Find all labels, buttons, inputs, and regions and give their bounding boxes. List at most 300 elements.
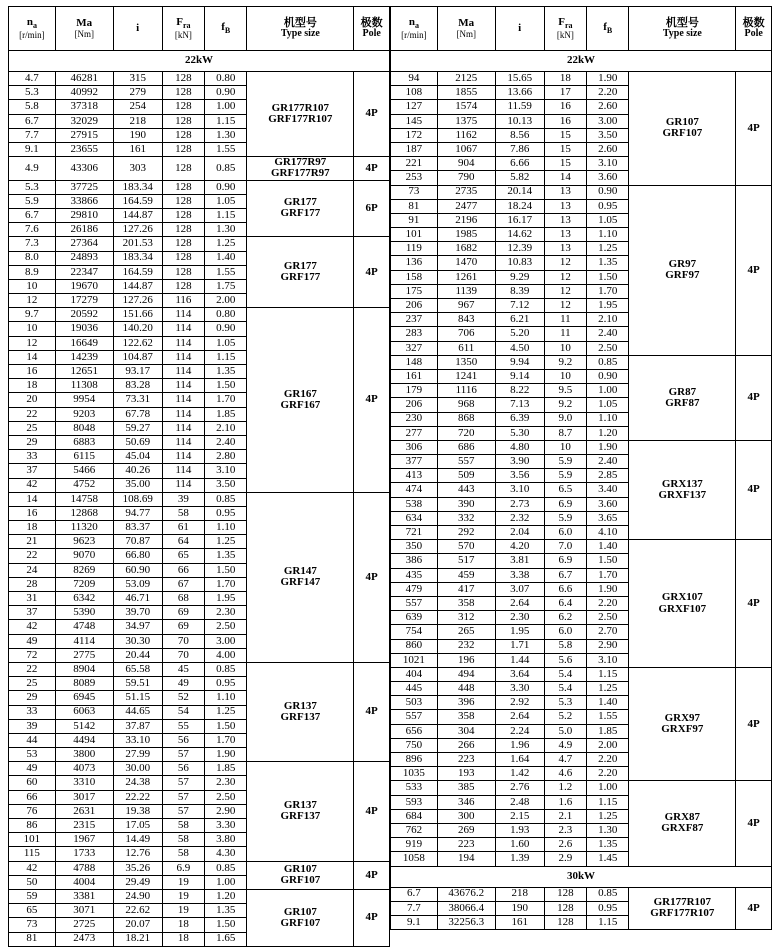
cell-fb: 3.00: [205, 634, 247, 648]
cell-ma: 2315: [55, 819, 113, 833]
cell-fb: 3.10: [587, 653, 629, 667]
cell-i: 2.92: [495, 696, 544, 710]
cell-fb: 1.10: [205, 521, 247, 535]
cell-fra: 128: [162, 128, 204, 142]
cell-i: 127.26: [113, 223, 162, 237]
cell-type-size: GR177R107 GRF177R107: [247, 72, 354, 157]
cell-ma: 1470: [437, 256, 495, 270]
cell-fra: 11: [544, 313, 586, 327]
cell-fra: 6.9: [544, 497, 586, 511]
cell-fb: 1.15: [587, 915, 629, 929]
cell-fb: 3.60: [587, 171, 629, 185]
cell-fra: 64: [162, 535, 204, 549]
cell-fra: 9.2: [544, 355, 586, 369]
cell-ma: 358: [437, 596, 495, 610]
cell-na: 896: [391, 753, 438, 767]
cell-i: 53.09: [113, 577, 162, 591]
cell-ma: 12651: [55, 365, 113, 379]
cell-i: 65.58: [113, 662, 162, 676]
cell-fb: 1.45: [587, 852, 629, 866]
cell-i: 144.87: [113, 208, 162, 222]
cell-fra: 6.4: [544, 596, 586, 610]
cell-na: 557: [391, 710, 438, 724]
cell-pole: 4P: [354, 72, 390, 157]
cell-fra: 6.7: [544, 568, 586, 582]
cell-ma: 1375: [437, 114, 495, 128]
cell-i: 29.49: [113, 875, 162, 889]
cell-i: 254: [113, 100, 162, 114]
cell-i: 9.14: [495, 369, 544, 383]
cell-fra: 66: [162, 563, 204, 577]
cell-na: 175: [391, 284, 438, 298]
cell-na: 187: [391, 142, 438, 156]
cell-type-size: GR177R97 GRF177R97: [247, 157, 354, 180]
cell-fb: 3.50: [205, 478, 247, 492]
cell-ma: 1067: [437, 142, 495, 156]
cell-i: 164.59: [113, 194, 162, 208]
cell-ma: 3071: [55, 904, 113, 918]
cell-type-size: GRX137 GRXF137: [629, 440, 736, 539]
cell-i: 2.76: [495, 781, 544, 795]
cell-pole: 6P: [354, 180, 390, 237]
cell-fra: 128: [544, 901, 586, 915]
cell-fb: 1.50: [587, 554, 629, 568]
cell-na: 25: [9, 421, 56, 435]
cell-fra: 9.0: [544, 412, 586, 426]
cell-ma: 300: [437, 809, 495, 823]
cell-fra: 128: [162, 223, 204, 237]
cell-na: 22: [9, 549, 56, 563]
cell-fra: 56: [162, 762, 204, 776]
cell-pole: 4P: [736, 440, 772, 539]
cell-fra: 2.3: [544, 823, 586, 837]
cell-fb: 4.10: [587, 526, 629, 540]
cell-ma: 448: [437, 682, 495, 696]
cell-fb: 2.70: [587, 625, 629, 639]
cell-ma: 194: [437, 852, 495, 866]
cell-fra: 12: [544, 270, 586, 284]
cell-i: 161: [113, 142, 162, 156]
cell-fra: 13: [544, 228, 586, 242]
cell-fra: 9.2: [544, 398, 586, 412]
cell-ma: 396: [437, 696, 495, 710]
cell-fb: 0.90: [205, 180, 247, 194]
cell-ma: 37318: [55, 100, 113, 114]
cell-i: 24.90: [113, 889, 162, 903]
cell-ma: 1261: [437, 270, 495, 284]
cell-fra: 128: [162, 100, 204, 114]
cell-na: 33: [9, 450, 56, 464]
cell-fra: 2.6: [544, 838, 586, 852]
cell-fra: 1.2: [544, 781, 586, 795]
cell-ma: 7209: [55, 577, 113, 591]
table-row: [9, 308, 390, 322]
cell-fra: 12: [544, 284, 586, 298]
cell-fra: 39: [162, 492, 204, 506]
header-ma: Ma [Nm]: [55, 7, 113, 51]
cell-i: 34.97: [113, 620, 162, 634]
cell-fb: 2.00: [205, 294, 247, 308]
cell-ma: 2196: [437, 213, 495, 227]
cell-na: 33: [9, 705, 56, 719]
cell-fb: 0.90: [205, 86, 247, 100]
cell-fra: 2.9: [544, 852, 586, 866]
cell-i: 24.38: [113, 776, 162, 790]
cell-ma: 8048: [55, 421, 113, 435]
cell-fra: 12: [544, 299, 586, 313]
cell-pole: 4P: [354, 889, 390, 946]
cell-ma: 223: [437, 753, 495, 767]
cell-fra: 128: [544, 887, 586, 901]
cell-i: 33.10: [113, 733, 162, 747]
cell-na: 435: [391, 568, 438, 582]
cell-fb: 1.35: [587, 256, 629, 270]
cell-pole: 4P: [736, 781, 772, 866]
cell-fra: 49: [162, 677, 204, 691]
cell-na: 634: [391, 511, 438, 525]
cell-fra: 1.6: [544, 795, 586, 809]
cell-ma: 3800: [55, 748, 113, 762]
cell-i: 11.59: [495, 100, 544, 114]
cell-pole: 4P: [736, 667, 772, 781]
cell-fb: 0.95: [205, 506, 247, 520]
cell-i: 73.31: [113, 393, 162, 407]
cell-fb: 1.25: [587, 809, 629, 823]
cell-na: 37: [9, 464, 56, 478]
cell-fb: 1.70: [205, 393, 247, 407]
cell-i: 3.30: [495, 682, 544, 696]
table-row: [9, 861, 390, 875]
cell-na: 4.9: [9, 157, 56, 180]
cell-fb: 0.90: [205, 322, 247, 336]
cell-ma: 8904: [55, 662, 113, 676]
cell-i: 20.44: [113, 648, 162, 662]
cell-fra: 6.2: [544, 611, 586, 625]
cell-fra: 128: [162, 114, 204, 128]
cell-fra: 5.9: [544, 511, 586, 525]
cell-i: 18.24: [495, 199, 544, 213]
cell-na: 42: [9, 861, 56, 875]
cell-ma: 3381: [55, 889, 113, 903]
cell-i: 2.15: [495, 809, 544, 823]
cell-fra: 5.3: [544, 696, 586, 710]
cell-na: 158: [391, 270, 438, 284]
cell-na: 7.3: [9, 237, 56, 251]
cell-i: 183.34: [113, 251, 162, 265]
table-row: [9, 157, 390, 180]
table-row: [9, 72, 390, 86]
cell-type-size: GR87 GRF87: [629, 355, 736, 440]
cell-fra: 15: [544, 157, 586, 171]
cell-i: 201.53: [113, 237, 162, 251]
cell-ma: 1682: [437, 242, 495, 256]
cell-i: 127.26: [113, 294, 162, 308]
cell-ma: 443: [437, 483, 495, 497]
cell-na: 479: [391, 582, 438, 596]
cell-fra: 67: [162, 577, 204, 591]
cell-fra: 58: [162, 847, 204, 861]
cell-na: 22: [9, 407, 56, 421]
cell-fra: 6.9: [162, 861, 204, 875]
cell-fb: 2.90: [587, 639, 629, 653]
cell-ma: 11308: [55, 379, 113, 393]
cell-ma: 4748: [55, 620, 113, 634]
cell-fra: 114: [162, 308, 204, 322]
cell-type-size: GR147 GRF147: [247, 492, 354, 662]
cell-fb: 2.10: [587, 313, 629, 327]
cell-na: 91: [391, 213, 438, 227]
cell-fra: 11: [544, 327, 586, 341]
cell-pole: 4P: [736, 540, 772, 668]
cell-na: 9.7: [9, 308, 56, 322]
cell-ma: 686: [437, 440, 495, 454]
cell-ma: 1162: [437, 128, 495, 142]
cell-ma: 2725: [55, 918, 113, 932]
cell-fra: 128: [162, 279, 204, 293]
cell-fb: 1.90: [205, 748, 247, 762]
cell-ma: 1855: [437, 86, 495, 100]
header-i: i: [113, 7, 162, 51]
cell-fb: 1.30: [205, 128, 247, 142]
cell-ma: 23655: [55, 142, 113, 156]
cell-i: 16.17: [495, 213, 544, 227]
cell-i: 67.78: [113, 407, 162, 421]
cell-fb: 2.85: [587, 469, 629, 483]
cell-i: 83.28: [113, 379, 162, 393]
cell-na: 14: [9, 492, 56, 506]
cell-na: 20: [9, 393, 56, 407]
cell-fra: 16: [544, 114, 586, 128]
cell-fb: 0.95: [205, 677, 247, 691]
cell-type-size: GR107 GRF107: [247, 889, 354, 946]
cell-na: 14: [9, 350, 56, 364]
cell-ma: 6115: [55, 450, 113, 464]
cell-fb: 2.50: [587, 611, 629, 625]
cell-pole: 4P: [354, 861, 390, 889]
cell-na: 136: [391, 256, 438, 270]
cell-type-size: GR167 GRF167: [247, 308, 354, 492]
cell-na: 22: [9, 662, 56, 676]
cell-i: 1.39: [495, 852, 544, 866]
cell-pole: 4P: [354, 662, 390, 761]
cell-fb: 1.50: [205, 719, 247, 733]
cell-ma: 17279: [55, 294, 113, 308]
cell-fb: 1.20: [587, 426, 629, 440]
cell-pole: 4P: [354, 237, 390, 308]
cell-fb: 3.80: [205, 833, 247, 847]
cell-na: 1035: [391, 767, 438, 781]
cell-fb: 3.10: [587, 157, 629, 171]
cell-i: 39.70: [113, 606, 162, 620]
cell-fra: 5.9: [544, 469, 586, 483]
cell-fra: 6.9: [544, 554, 586, 568]
cell-fra: 114: [162, 478, 204, 492]
cell-i: 5.82: [495, 171, 544, 185]
cell-fra: 5.0: [544, 724, 586, 738]
cell-i: 40.26: [113, 464, 162, 478]
cell-i: 15.65: [495, 72, 544, 86]
cell-na: 221: [391, 157, 438, 171]
table-row: [9, 662, 390, 676]
cell-fra: 18: [162, 918, 204, 932]
cell-fra: 128: [162, 157, 204, 180]
cell-i: 161: [495, 915, 544, 929]
cell-na: 230: [391, 412, 438, 426]
cell-ma: 4494: [55, 733, 113, 747]
cell-ma: 967: [437, 299, 495, 313]
cell-fb: 2.60: [587, 142, 629, 156]
cell-pole: 4P: [736, 355, 772, 440]
cell-fb: 1.85: [587, 724, 629, 738]
cell-ma: 5466: [55, 464, 113, 478]
cell-fra: 114: [162, 450, 204, 464]
cell-ma: 223: [437, 838, 495, 852]
cell-na: 413: [391, 469, 438, 483]
cell-ma: 494: [437, 667, 495, 681]
cell-fra: 114: [162, 421, 204, 435]
cell-pole: 4P: [736, 72, 772, 186]
cell-na: 10: [9, 322, 56, 336]
cell-na: 81: [9, 932, 56, 946]
cell-i: 108.69: [113, 492, 162, 506]
cell-i: 51.15: [113, 691, 162, 705]
cell-i: 122.62: [113, 336, 162, 350]
cell-fra: 58: [162, 819, 204, 833]
cell-na: 5.8: [9, 100, 56, 114]
cell-na: 283: [391, 327, 438, 341]
cell-i: 4.80: [495, 440, 544, 454]
cell-ma: 790: [437, 171, 495, 185]
cell-i: 2.32: [495, 511, 544, 525]
cell-fra: 114: [162, 365, 204, 379]
cell-fb: 1.90: [587, 582, 629, 596]
cell-ma: 193: [437, 767, 495, 781]
cell-na: 50: [9, 875, 56, 889]
cell-fb: 1.40: [587, 696, 629, 710]
cell-na: 6.7: [391, 887, 438, 901]
cell-ma: 14239: [55, 350, 113, 364]
cell-fra: 128: [162, 208, 204, 222]
cell-fb: 0.90: [587, 185, 629, 199]
cell-fb: 2.30: [205, 776, 247, 790]
cell-i: 59.27: [113, 421, 162, 435]
cell-ma: 19036: [55, 322, 113, 336]
cell-i: 22.62: [113, 904, 162, 918]
cell-type-size: GR177 GRF177: [247, 237, 354, 308]
cell-i: 279: [113, 86, 162, 100]
cell-i: 104.87: [113, 350, 162, 364]
cell-na: 593: [391, 795, 438, 809]
cell-i: 3.81: [495, 554, 544, 568]
cell-fra: 16: [544, 100, 586, 114]
cell-fra: 19: [162, 889, 204, 903]
cell-i: 14.62: [495, 228, 544, 242]
cell-na: 94: [391, 72, 438, 86]
cell-ma: 4004: [55, 875, 113, 889]
cell-fb: 2.50: [205, 620, 247, 634]
cell-fb: 2.00: [587, 738, 629, 752]
cell-i: 2.64: [495, 710, 544, 724]
cell-fra: 13: [544, 199, 586, 213]
cell-ma: 2473: [55, 932, 113, 946]
cell-fb: 1.50: [205, 563, 247, 577]
cell-fra: 70: [162, 648, 204, 662]
cell-i: 218: [113, 114, 162, 128]
cell-ma: 2775: [55, 648, 113, 662]
cell-fra: 5.2: [544, 710, 586, 724]
cell-fb: 2.50: [205, 790, 247, 804]
header-pole: 极数 Pole: [354, 7, 390, 51]
cell-fb: 1.00: [205, 100, 247, 114]
cell-ma: 9954: [55, 393, 113, 407]
cell-i: 10.13: [495, 114, 544, 128]
cell-fb: 1.75: [205, 279, 247, 293]
cell-na: 721: [391, 526, 438, 540]
cell-fra: 6.6: [544, 582, 586, 596]
cell-fb: 1.55: [587, 710, 629, 724]
cell-ma: 1967: [55, 833, 113, 847]
cell-ma: 43306: [55, 157, 113, 180]
cell-i: 315: [113, 72, 162, 86]
cell-fb: 1.50: [205, 379, 247, 393]
cell-fb: 0.85: [205, 662, 247, 676]
cell-ma: 8269: [55, 563, 113, 577]
header-fb: $f_B$: [205, 7, 247, 51]
cell-na: 306: [391, 440, 438, 454]
cell-fb: 1.10: [205, 691, 247, 705]
cell-fb: 0.80: [205, 72, 247, 86]
cell-i: 19.38: [113, 804, 162, 818]
cell-fb: 3.00: [587, 114, 629, 128]
cell-ma: 2477: [437, 199, 495, 213]
cell-ma: 11320: [55, 521, 113, 535]
cell-na: 16: [9, 365, 56, 379]
cell-fra: 54: [162, 705, 204, 719]
cell-fra: 57: [162, 748, 204, 762]
right-table-body: [391, 51, 772, 930]
cell-na: 327: [391, 341, 438, 355]
cell-ma: 2631: [55, 804, 113, 818]
cell-fra: 13: [544, 185, 586, 199]
cell-fra: 13: [544, 213, 586, 227]
cell-i: 164.59: [113, 265, 162, 279]
cell-na: 684: [391, 809, 438, 823]
cell-fb: 2.60: [587, 100, 629, 114]
cell-i: 1.71: [495, 639, 544, 653]
cell-type-size: GR107 GRF107: [247, 861, 354, 889]
cell-ma: 4788: [55, 861, 113, 875]
cell-ma: 24893: [55, 251, 113, 265]
cell-fb: 0.85: [205, 492, 247, 506]
cell-ma: 14758: [55, 492, 113, 506]
cell-fb: 1.70: [587, 284, 629, 298]
cell-na: 127: [391, 100, 438, 114]
cell-i: 1.64: [495, 753, 544, 767]
right-table-header: [391, 7, 772, 51]
header-na: $n_a$ [r/min]: [9, 7, 56, 51]
cell-i: 6.21: [495, 313, 544, 327]
cell-na: 860: [391, 639, 438, 653]
cell-na: 656: [391, 724, 438, 738]
cell-na: 44: [9, 733, 56, 747]
cell-fb: 1.40: [587, 540, 629, 554]
cell-i: 10.83: [495, 256, 544, 270]
cell-na: 161: [391, 369, 438, 383]
cell-i: 37.87: [113, 719, 162, 733]
header-pole: 极数 Pole: [736, 7, 772, 51]
cell-fb: 2.40: [587, 455, 629, 469]
cell-fb: 1.95: [205, 592, 247, 606]
